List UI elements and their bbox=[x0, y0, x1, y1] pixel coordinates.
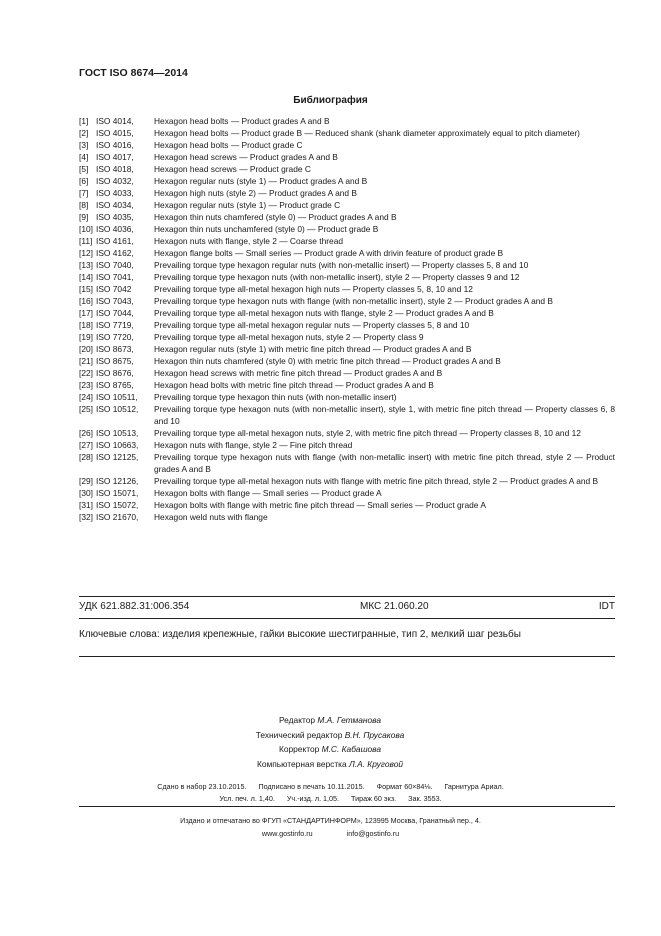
bibliography-item-title: Prevailing torque type all-metal hexagon nuts with flange, style 2 — Product grades A and B bbox=[154, 308, 494, 318]
bibliography-title: Библиография bbox=[293, 95, 368, 106]
bibliography-item-num: [10] bbox=[79, 224, 93, 234]
bibliography-item-title: Prevailing torque type hexagon nuts with flange (with non-metallic insert), style 2 — Product grades A and B bbox=[154, 296, 553, 306]
print-info-line-1: Сдано в набор 23.10.2015. Подписано в печать 10.11.2015. Формат 60×84⅛. Гарнитура Ариал. bbox=[157, 782, 504, 791]
bibliography-item-title: Prevailing torque type all-metal hexagon nuts with flange with metric fine pitch thread, style 2 — Product grades A and B bbox=[154, 476, 599, 486]
bibliography-item-title: Prevailing torque type hexagon thin nuts (with non-metallic insert) bbox=[154, 392, 397, 402]
bibliography-item-num: [6] bbox=[79, 176, 89, 186]
bibliography-item bbox=[79, 319, 615, 331]
bibliography-item-num: [19] bbox=[79, 332, 93, 342]
bibliography-item bbox=[79, 127, 615, 139]
bibliography-item-title: Hexagon thin nuts unchamfered (style 0) — Product grade B bbox=[154, 224, 379, 234]
bibliography-item-title: Prevailing torque type hexagon nuts with flange (with non-metallic insert) with metric fine pitch thread, style 2 — Product grades A and B bbox=[154, 452, 615, 474]
udk-code: УДК 621.882.31:006.354 bbox=[79, 601, 190, 612]
website-link[interactable]: www.gostinfo.ru bbox=[261, 829, 313, 838]
bibliography-item bbox=[79, 199, 615, 211]
bibliography-item-num: [13] bbox=[79, 260, 93, 270]
bibliography-item-code: ISO 7041, bbox=[96, 272, 134, 282]
bibliography-item-title: Hexagon nuts with flange, style 2 — Coarse thread bbox=[154, 236, 344, 246]
bibliography-item bbox=[79, 259, 615, 271]
bibliography-item-code: ISO 7720, bbox=[96, 332, 134, 342]
bibliography-item-title: Hexagon nuts with flange, style 2 — Fine pitch thread bbox=[154, 440, 353, 450]
bibliography-item-num: [15] bbox=[79, 284, 93, 294]
bibliography-item-code: ISO 4017, bbox=[96, 152, 134, 162]
bibliography-item-num: [8] bbox=[79, 200, 89, 210]
bottom-divider bbox=[79, 656, 615, 657]
bibliography-item bbox=[79, 187, 615, 199]
bibliography-item-num: [9] bbox=[79, 212, 89, 222]
staff-line: Компьютерная верстка Л.А. Круговой bbox=[256, 758, 404, 769]
bibliography-item-num: [7] bbox=[79, 188, 89, 198]
bibliography-item-code: ISO 21670, bbox=[96, 512, 139, 522]
bibliography-item-num: [26] bbox=[79, 428, 93, 438]
bibliography-item bbox=[79, 379, 615, 391]
bibliography-item-code: ISO 10513, bbox=[96, 428, 139, 438]
bibliography-item-title: Hexagon thin nuts chamfered (style 0) — Product grades A and B bbox=[154, 212, 397, 222]
mks-code: МКС 21.060.20 bbox=[360, 601, 429, 612]
bibliography-item-code: ISO 7040, bbox=[96, 260, 134, 270]
bibliography-item-num: [18] bbox=[79, 320, 93, 330]
bibliography-item bbox=[79, 487, 615, 499]
email-link[interactable]: info@gostinfo.ru bbox=[346, 829, 400, 838]
bibliography-list bbox=[79, 115, 615, 523]
bibliography-item-num: [31] bbox=[79, 500, 93, 510]
bibliography-item bbox=[79, 439, 615, 451]
bibliography-item-num: [30] bbox=[79, 488, 93, 498]
bibliography-item-code: ISO 12126, bbox=[96, 476, 139, 486]
bibliography-item-code: ISO 7042 bbox=[96, 284, 132, 294]
bibliography-item-code: ISO 7043, bbox=[96, 296, 134, 306]
print-info-line-2: Усл. печ. л. 1,40. Уч.-изд. л. 1,05. Тираж 60 экз. Зак. 3553. bbox=[219, 794, 442, 803]
bibliography-item-title: Prevailing torque type all-metal hexagon nuts, style 2, with metric fine pitch thread — Property classes 8, 10 and 12 bbox=[154, 428, 581, 438]
bibliography-item-num: [3] bbox=[79, 140, 89, 150]
bibliography-item bbox=[79, 283, 615, 295]
bibliography-item-num: [1] bbox=[79, 116, 89, 126]
bibliography-item-num: [27] bbox=[79, 440, 93, 450]
bibliography-item-title: Hexagon regular nuts (style 1) — Product grades A and B bbox=[154, 176, 368, 186]
bibliography-item-code: ISO 8676, bbox=[96, 368, 134, 378]
bibliography-item bbox=[79, 163, 615, 175]
bibliography-item bbox=[79, 295, 615, 307]
bibliography-item bbox=[79, 511, 615, 523]
bibliography-item-title: Prevailing torque type all-metal hexagon high nuts — Property classes 5, 8, 10 and 12 bbox=[154, 284, 473, 294]
bibliography-item-title: Hexagon bolts with flange with metric fine pitch thread — Small series — Product grade A bbox=[154, 500, 486, 510]
bibliography-item-title: Hexagon regular nuts (style 1) — Product grade C bbox=[154, 200, 341, 210]
bibliography-item-code: ISO 10511, bbox=[96, 392, 138, 402]
idt-label: IDT bbox=[598, 601, 615, 612]
bibliography-item-code: ISO 4016, bbox=[96, 140, 134, 150]
bibliography-item-title: Prevailing torque type hexagon nuts (with non-metallic insert), style 1, with metric fine pitch thread — Property classes 6, 8 and 10 bbox=[154, 404, 615, 426]
bibliography-item-num: [4] bbox=[79, 152, 89, 162]
bibliography-item bbox=[79, 211, 615, 223]
bibliography-item bbox=[79, 151, 615, 163]
bibliography-item-title: Hexagon flange bolts — Small series — Product grade A with drivin feature of product grade B bbox=[154, 248, 504, 258]
bibliography-item-code: ISO 8765, bbox=[96, 380, 134, 390]
bibliography-item bbox=[79, 427, 615, 439]
bibliography-item-num: [14] bbox=[79, 272, 93, 282]
bibliography-item-title: Hexagon head screws — Product grades A and B bbox=[154, 152, 338, 162]
bibliography-item-code: ISO 4014, bbox=[96, 116, 134, 126]
bibliography-item-num: [5] bbox=[79, 164, 89, 174]
bibliography-item bbox=[79, 475, 615, 487]
bibliography-item-title: Hexagon head screws — Product grade C bbox=[154, 164, 311, 174]
bibliography-item-code: ISO 4162, bbox=[96, 248, 134, 258]
bibliography-item bbox=[79, 175, 615, 187]
bibliography-item-title: Hexagon head screws with metric fine pitch thread — Product grades A and B bbox=[154, 368, 443, 378]
bibliography-item-title: Hexagon head bolts — Product grade C bbox=[154, 140, 303, 150]
bibliography-item-title: Hexagon weld nuts with flange bbox=[154, 512, 268, 522]
bibliography-item-title: Hexagon regular nuts (style 1) with metric fine pitch thread — Product grades A and B bbox=[154, 344, 472, 354]
bibliography-item-num: [32] bbox=[79, 512, 93, 522]
bibliography-item-code: ISO 10512, bbox=[96, 404, 139, 414]
top-divider bbox=[79, 596, 615, 597]
bibliography-item-num: [2] bbox=[79, 128, 89, 138]
bibliography-item-title: Prevailing torque type hexagon regular nuts (with non-metallic insert) — Property classes 5, 8 and 10 bbox=[154, 260, 529, 270]
bibliography-item-num: [29] bbox=[79, 476, 93, 486]
bibliography-item-num: [12] bbox=[79, 248, 93, 258]
keywords-text: изделия крепежные, гайки высокие шестигранные, тип 2, мелкий шаг резьбы bbox=[162, 629, 521, 640]
standard-code: ГОСТ ISO 8674—2014 bbox=[79, 67, 188, 79]
bibliography-item-num: [24] bbox=[79, 392, 93, 402]
bibliography-item bbox=[79, 367, 615, 379]
bibliography-item bbox=[79, 343, 615, 355]
bibliography-item bbox=[79, 451, 615, 475]
bibliography-item-code: ISO 12125, bbox=[96, 452, 139, 462]
bibliography-item bbox=[79, 403, 615, 427]
bibliography-item bbox=[79, 331, 615, 343]
middle-divider bbox=[79, 618, 615, 619]
bibliography-item-title: Prevailing torque type all-metal hexagon regular nuts — Property classes 5, 8 and 10 bbox=[154, 320, 470, 330]
bibliography-item-title: Hexagon head bolts — Product grades A and B bbox=[154, 116, 330, 126]
bibliography-item-code: ISO 8673, bbox=[96, 344, 134, 354]
staff-line: Корректор М.С. Кабашова bbox=[278, 744, 382, 754]
bibliography-item-num: [28] bbox=[79, 452, 93, 462]
bibliography-item bbox=[79, 391, 615, 403]
bibliography-item-num: [21] bbox=[79, 356, 93, 366]
publisher-line: Издано и отпечатано во ФГУП «СТАНДАРТИНФОРМ», 123995 Москва, Гранатный пер., 4. bbox=[180, 816, 481, 825]
bibliography-item bbox=[79, 307, 615, 319]
bibliography-item bbox=[79, 223, 615, 235]
bibliography-item-code: ISO 7719, bbox=[96, 320, 134, 330]
staff-line: Редактор М.А. Гетманова bbox=[278, 715, 382, 725]
bibliography-item-num: [23] bbox=[79, 380, 93, 390]
keywords bbox=[79, 629, 615, 640]
bibliography-item-num: [22] bbox=[79, 368, 93, 378]
bibliography-item-code: ISO 4161, bbox=[96, 236, 134, 246]
bibliography-item-num: [17] bbox=[79, 308, 93, 318]
bibliography-item-code: ISO 8675, bbox=[96, 356, 134, 366]
bibliography-item bbox=[79, 271, 615, 283]
bibliography-item bbox=[79, 115, 615, 127]
bibliography-item bbox=[79, 355, 615, 367]
bibliography-item-num: [11] bbox=[79, 236, 93, 246]
bibliography-item-num: [25] bbox=[79, 404, 93, 414]
bibliography-item-title: Hexagon high nuts (style 2) — Product grades A and B bbox=[154, 188, 357, 198]
bibliography-item bbox=[79, 247, 615, 259]
bibliography-item-code: ISO 4033, bbox=[96, 188, 134, 198]
bibliography-item-title: Hexagon head bolts — Product grade B — Reduced shank (shank diameter approximately equal to pitch diameter) bbox=[154, 128, 580, 138]
keywords-label: Ключевые слова: bbox=[79, 629, 160, 640]
publisher-contacts bbox=[0, 828, 661, 840]
bibliography-item-code: ISO 15071, bbox=[96, 488, 139, 498]
bibliography-item-code: ISO 4034, bbox=[96, 200, 134, 210]
bibliography-item-num: [16] bbox=[79, 296, 93, 306]
bibliography-item-code: ISO 4035, bbox=[96, 212, 134, 222]
editorial-staff bbox=[200, 713, 460, 771]
staff-line: Технический редактор В.Н. Прусакова bbox=[255, 729, 405, 740]
bibliography-item-title: Prevailing torque type all-metal hexagon nuts, style 2 — Property class 9 bbox=[154, 332, 424, 342]
bibliography-item-title: Hexagon thin nuts chamfered (style 0) with metric fine pitch thread — Product grades A and B bbox=[154, 356, 501, 366]
bibliography-item bbox=[79, 139, 615, 151]
bibliography-item-code: ISO 4018, bbox=[96, 164, 134, 174]
bibliography-item-code: ISO 7044, bbox=[96, 308, 134, 318]
bibliography-item-code: ISO 10663, bbox=[96, 440, 139, 450]
bibliography-item-num: [20] bbox=[79, 344, 93, 354]
publisher-divider bbox=[79, 806, 615, 807]
bibliography-item-title: Hexagon bolts with flange — Small series — Product grade A bbox=[154, 488, 382, 498]
bibliography-item-title: Hexagon head bolts with metric fine pitch thread — Product grades A and B bbox=[154, 380, 434, 390]
bibliography-item bbox=[79, 235, 615, 247]
bibliography-item-code: ISO 15072, bbox=[96, 500, 139, 510]
bibliography-item-code: ISO 4015, bbox=[96, 128, 134, 138]
bibliography-item-code: ISO 4036, bbox=[96, 224, 134, 234]
bibliography-item bbox=[79, 499, 615, 511]
bibliography-item-title: Prevailing torque type hexagon nuts (with non-metallic insert), style 2 — Property classes 9 and 12 bbox=[154, 272, 520, 282]
bibliography-item-code: ISO 4032, bbox=[96, 176, 134, 186]
